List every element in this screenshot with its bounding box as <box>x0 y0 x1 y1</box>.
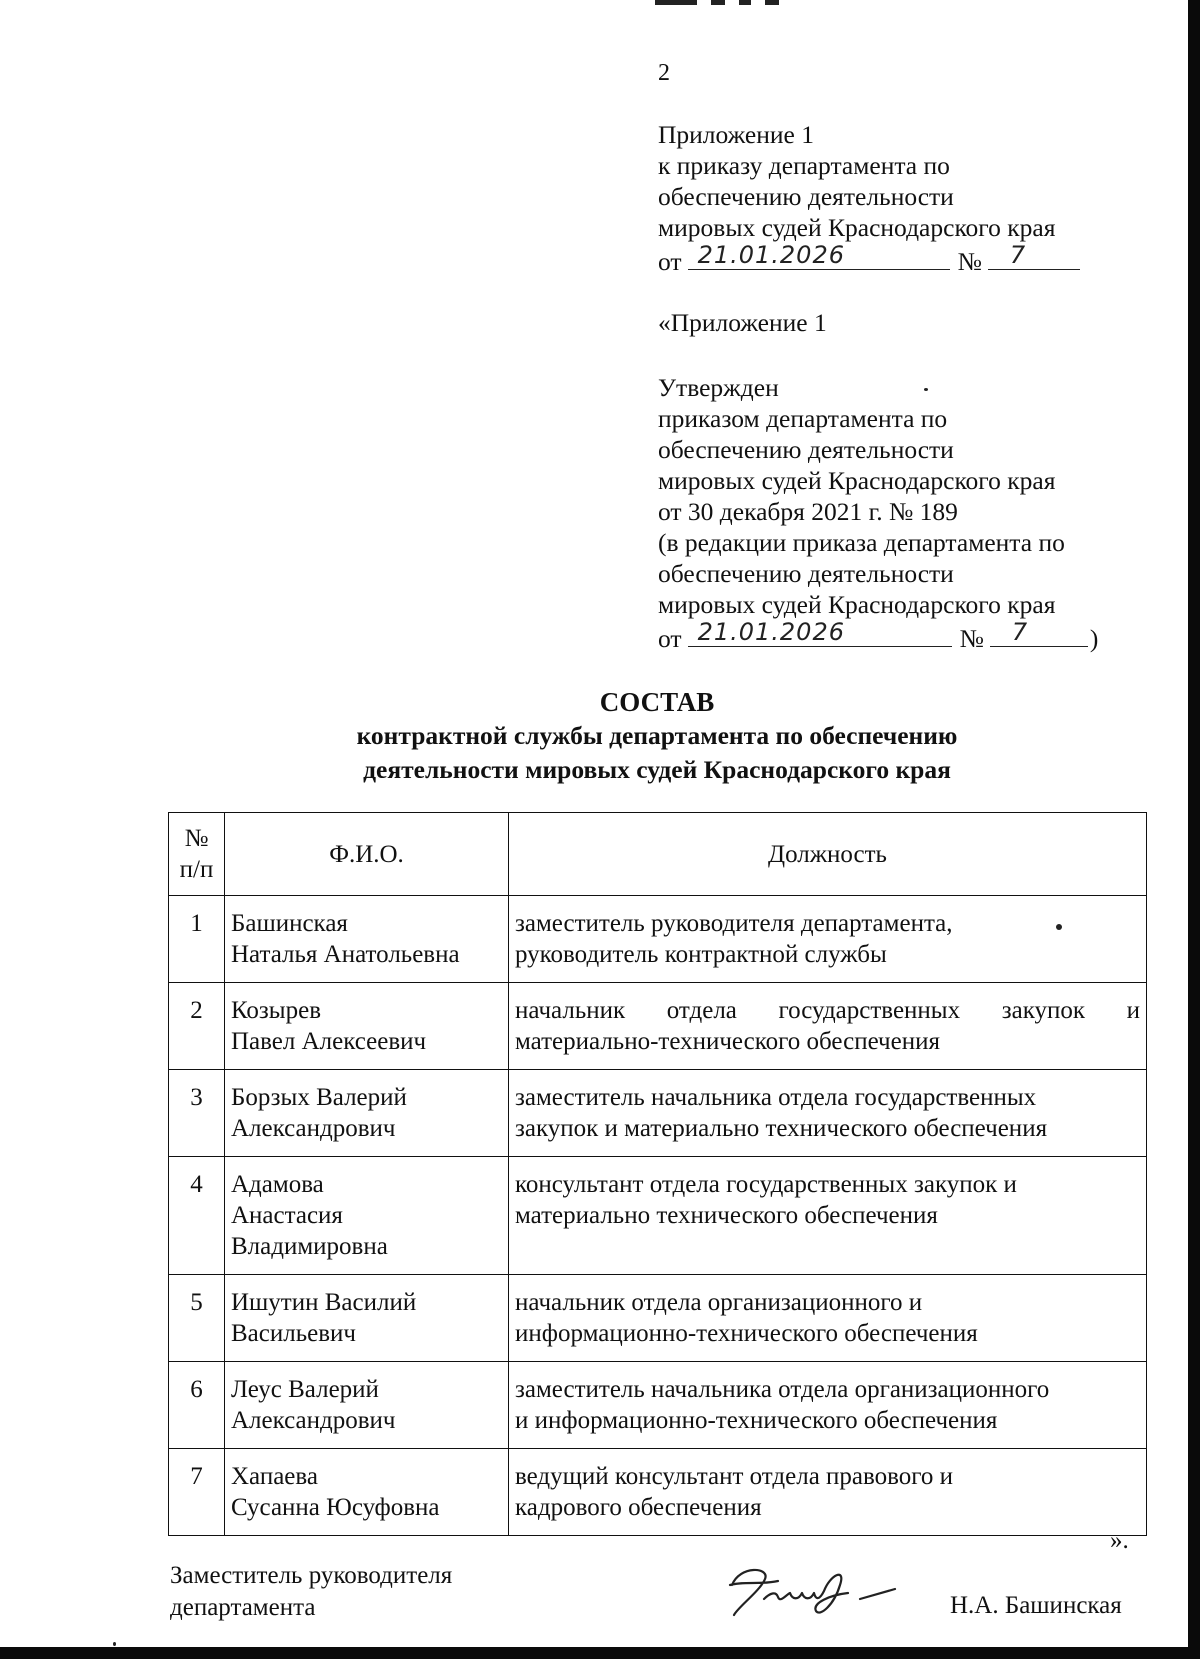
row-position: ведущий консультант отдела правового и кадрового обеспечения <box>509 1449 1147 1536</box>
approved-line: обеспечению деятельности <box>658 435 954 464</box>
approved-line: от 30 декабря 2021 г. № 189 <box>658 497 958 526</box>
handwritten-number: 7 <box>1009 241 1027 269</box>
row-fio: Адамова Анастасия Владимировна <box>225 1157 509 1275</box>
row-position: заместитель начальника отдела государственных закупок и материально технического обеспечения <box>509 1070 1147 1157</box>
approved-line: Утвержден <box>658 373 779 402</box>
row-num: 1 <box>169 896 225 983</box>
header-position: Должность <box>509 813 1147 896</box>
row-fio: Хапаева Сусанна Юсуфовна <box>225 1449 509 1536</box>
table-row <box>169 1449 1147 1536</box>
row-position: начальник отдела государственных закупок и материально-технического обеспечения <box>509 983 1147 1070</box>
document-subtitle-line1: контрактной службы департамента по обеспечению <box>356 721 958 750</box>
approved-line: приказом департамента по <box>658 404 948 433</box>
document-title: СОСТАВ <box>599 687 715 717</box>
handwritten-signature <box>720 1555 920 1625</box>
date-field <box>688 243 950 270</box>
document-subtitle-line2: деятельности мировых судей Краснодарского края <box>363 755 951 784</box>
table-row <box>169 1362 1147 1449</box>
date-prefix: от <box>658 624 682 653</box>
number-field <box>990 620 1088 647</box>
scan-edge-bottom <box>0 1647 1200 1659</box>
row-num: 7 <box>169 1449 225 1536</box>
stray-mark <box>924 388 928 391</box>
scan-edge-right <box>1188 0 1200 1659</box>
appendix-line: обеспечению деятельности <box>658 182 954 211</box>
table-header-row <box>169 813 1147 896</box>
handwritten-date: 21.01.2026 <box>697 618 845 646</box>
page-number: 2 <box>658 60 670 86</box>
signer-name: Н.А. Башинская <box>950 1592 1122 1619</box>
staff-table <box>168 812 1147 1536</box>
table-row <box>169 983 1147 1070</box>
row-fio: Козырев Павел Алексеевич <box>225 983 509 1070</box>
table-row <box>169 1070 1147 1157</box>
number-sign: № <box>959 624 984 653</box>
row-position: заместитель начальника отдела организационного и информационно-технического обеспечения <box>509 1362 1147 1449</box>
date-prefix: от <box>658 247 682 276</box>
approved-line: мировых судей Краснодарского края <box>658 590 1056 619</box>
number-field <box>988 243 1080 270</box>
appendix-block <box>658 119 1080 274</box>
table-row <box>169 896 1147 983</box>
row-position: консультант отдела государственных закупок и материально технического обеспечения <box>509 1157 1147 1275</box>
handwritten-number: 7 <box>1011 618 1029 646</box>
approved-date-line <box>658 620 1098 651</box>
appendix-line: к приказу департамента по <box>658 151 950 180</box>
row-num: 6 <box>169 1362 225 1449</box>
appendix-line: мировых судей Краснодарского края <box>658 213 1056 242</box>
row-fio: Борзых Валерий Александрович <box>225 1070 509 1157</box>
header-fio: Ф.И.О. <box>225 813 509 896</box>
signer-title: Заместитель руководителя департамента <box>170 1562 453 1621</box>
row-fio: Башинская Наталья Анатольевна <box>225 896 509 983</box>
date-field <box>688 620 952 647</box>
row-num: 3 <box>169 1070 225 1157</box>
stray-mark <box>113 1642 116 1646</box>
table-row <box>169 1275 1147 1362</box>
row-num: 5 <box>169 1275 225 1362</box>
appendix-date-line <box>658 243 1080 274</box>
row-num: 2 <box>169 983 225 1070</box>
stray-mark <box>1056 924 1062 930</box>
table-row <box>169 1157 1147 1275</box>
close-paren: ) <box>1089 624 1099 653</box>
closing-quote: ». <box>1110 1527 1129 1554</box>
approved-block <box>658 372 1098 651</box>
approved-line: (в редакции приказа департамента по <box>658 528 1065 557</box>
row-fio: Леус Валерий Александрович <box>225 1362 509 1449</box>
approved-line: обеспечению деятельности <box>658 559 954 588</box>
handwritten-date: 21.01.2026 <box>697 241 845 269</box>
row-position: начальник отдела организационного и информационно-технического обеспечения <box>509 1275 1147 1362</box>
scan-top-marks <box>655 0 785 6</box>
row-num: 4 <box>169 1157 225 1275</box>
number-sign: № <box>957 247 982 276</box>
row-fio: Ишутин Василий Васильевич <box>225 1275 509 1362</box>
appendix-line: Приложение 1 <box>658 120 814 149</box>
quote-appendix: «Приложение 1 <box>658 308 827 337</box>
row-position: заместитель руководителя департамента, руководитель контрактной службы <box>509 896 1147 983</box>
approved-line: мировых судей Краснодарского края <box>658 466 1056 495</box>
header-num: № п/п <box>169 813 225 896</box>
